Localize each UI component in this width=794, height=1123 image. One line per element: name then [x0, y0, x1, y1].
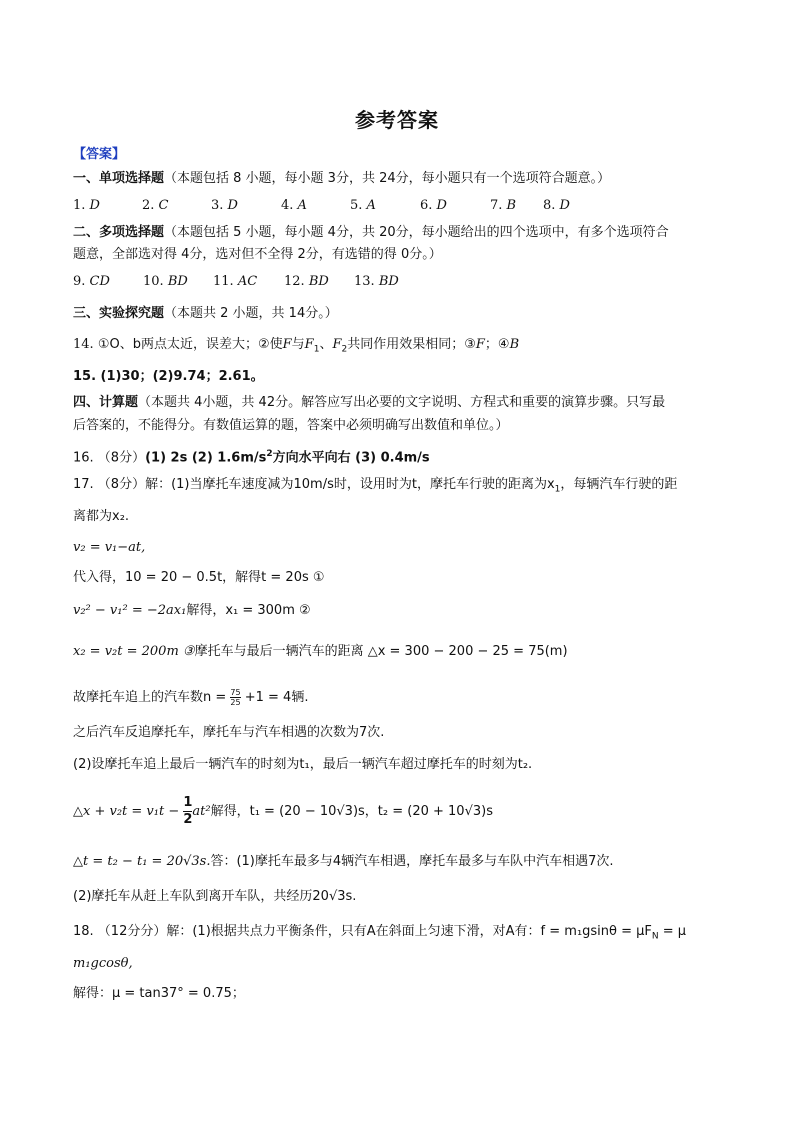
fraction: $\frac{75}{25}$: [230, 688, 241, 707]
answer-item: 1. D: [73, 198, 100, 213]
question-17-line-1: 17. （8分）解：(1)当摩托车速度减为10m/s时，设用时为t，摩托车行驶的距离为$x_1$，每辆汽车行驶的距: [73, 477, 678, 495]
answer-item: 2. C: [142, 198, 169, 213]
question-18-line-2: m₁gcosθ,: [73, 956, 133, 971]
question-17-line-8: 之后汽车反追摩托车，摩托车与汽车相遇的次数为7次.: [73, 725, 385, 740]
question-17-line-10: △x + $v_2t = v_1t - \frac{1}{2}$ at²解得，t₁ = (20 − 10√3)s，t₂ = (20 + 10√3)s: [73, 795, 493, 827]
page-title: 参考答案: [355, 108, 439, 132]
section-1-note: （本题包括 8 小题，每小题 3分，共 24分，每小题只有一个选项符合题意。）: [164, 171, 611, 186]
section-2-heading: 二、多项选择题: [73, 225, 165, 240]
section-3-header: [73, 305, 338, 323]
question-17-line-12: (2)摩托车从赶上车队到离开车队，共经历20√3s.: [73, 889, 357, 904]
section-4-note-cont: 后答案的，不能得分。有数值运算的题，答案中必须明确写出数值和单位。）: [73, 418, 509, 433]
section-1-heading: 一、单项选择题: [73, 171, 165, 186]
section-1-answers: [73, 197, 570, 215]
question-17-line-11: △t = t₂ − t₁ = 20√3s.答：(1)摩托车最多与4辆汽车相遇，摩托车最多与车队中汽车相遇7次.: [73, 854, 614, 869]
answer-item: 13. BD: [354, 274, 399, 289]
question-16: 16. （8分）(1) 2s (2) $1.6m/s^2$方向水平向右 (3) 0.4m/s: [73, 449, 430, 466]
answer-item: 10. BD: [143, 274, 188, 289]
question-17-line-4: 代入得，10 = 20 − 0.5t，解得t = 20s ①: [73, 570, 325, 585]
answer-tag-label: 【答案】: [73, 147, 126, 162]
question-17-line-9: (2)设摩托车追上最后一辆汽车的时刻为t₁，最后一辆汽车超过摩托车的时刻为t₂.: [73, 757, 533, 772]
answer-tag: [73, 146, 125, 164]
question-15: 15. (1)30；(2)9.74；2.61。: [73, 369, 264, 384]
section-4-heading: 四、计算题: [73, 395, 139, 410]
section-4-note: （本题共 4小题，共 42分。解答应写出必要的文字说明、方程式和重要的演算步骤。只写最: [138, 395, 666, 410]
section-2-answers: [73, 273, 399, 291]
section-2-header: [73, 224, 669, 242]
answer-item: 8. D: [543, 198, 570, 213]
answer-item: 7. B: [490, 198, 517, 213]
section-2-note-cont: 题意，全部选对得 4分，选对但不全得 2分，有选错的得 0分。）: [73, 247, 442, 262]
answer-item: 11. AC: [213, 274, 258, 289]
answer-item: 4. A: [281, 198, 307, 213]
section-3-note: （本题共 2 小题，共 14分。）: [164, 306, 338, 321]
question-17-line-6: x₂ = v₂t = 200m ③摩托车与最后一辆汽车的距离 △x = 300 − 200 − 25 = 75(m): [73, 644, 568, 659]
question-18-line-1: 18. （12分分）解：(1)根据共点力平衡条件，只有A在斜面上匀速下滑，对A有：$f = m_1gsin\theta = \mu F_N = \mu$: [73, 924, 687, 942]
question-14: 14. ①O、b两点太近，误差大；②使F与$F_1$、$F_2$共同作用效果相同；③F；④B: [73, 337, 520, 355]
question-17-line-7: 故摩托车追上的汽车数$n = \frac{75}{25}$ +1 = 4辆.: [73, 688, 309, 707]
answer-item: 12. BD: [284, 274, 329, 289]
section-3-heading: 三、实验探究题: [73, 306, 165, 321]
question-17-line-3: v₂ = v₁−at,: [73, 540, 146, 555]
fraction: $\frac{1}{2}$: [183, 795, 193, 827]
question-18-line-3: 解得：μ = tan37° = 0.75；: [73, 986, 245, 1001]
question-17-line-2: 离都为x₂.: [73, 509, 130, 524]
answer-item: 9. CD: [73, 274, 110, 289]
section-2-note: （本题包括 5 小题，每小题 4分，共 20分，每小题给出的四个选项中，有多个选项符合: [164, 225, 669, 240]
answer-item: 6. D: [420, 198, 447, 213]
section-1-header: [73, 170, 610, 188]
question-17-line-5: v₂² − v₁² = −2ax₁解得，x₁ = 300m ②: [73, 603, 311, 618]
answer-item: 3. D: [211, 198, 238, 213]
answer-item: 5. A: [350, 198, 376, 213]
section-4-header: [73, 394, 665, 412]
